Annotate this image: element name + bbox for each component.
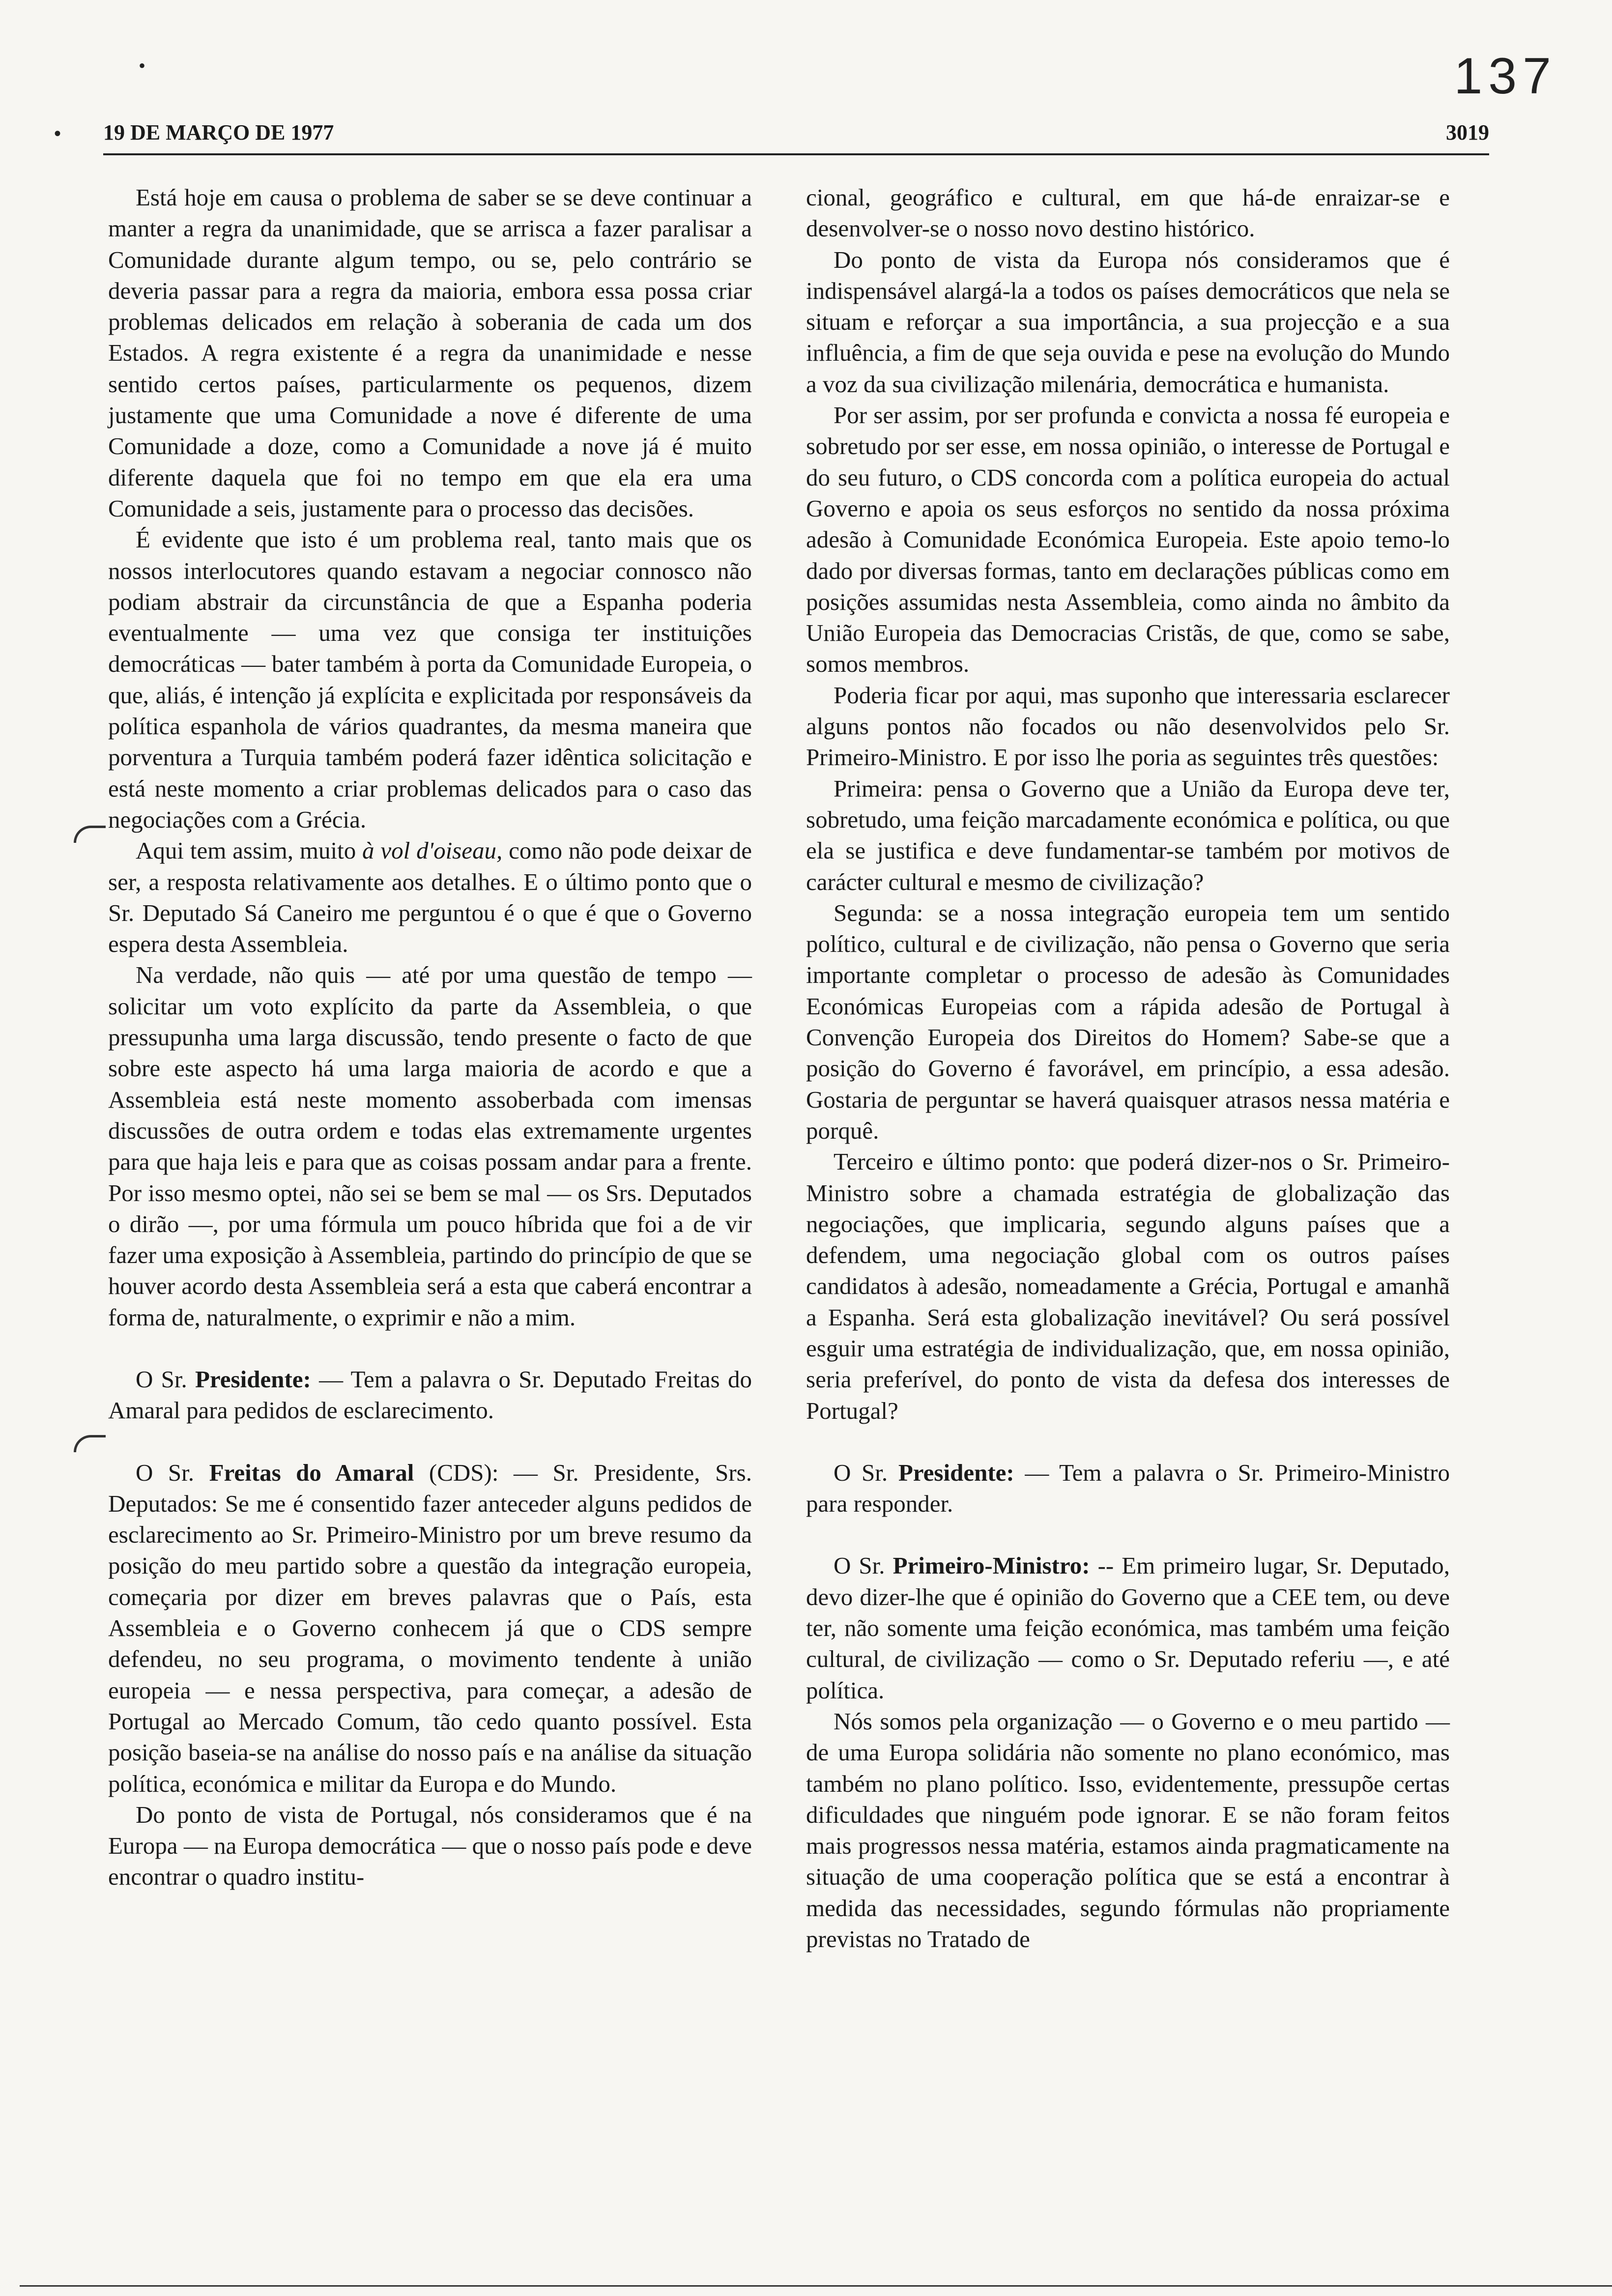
italic-phrase: à vol d'oiseau, bbox=[362, 837, 503, 864]
left-column bbox=[108, 182, 752, 1893]
margin-mark bbox=[74, 1435, 106, 1452]
paragraph: Poderia ficar por aqui, mas suponho que interessaria esclarecer alguns pontos não focados ou não desenvolvidos pelo Sr. Primeiro-Ministro. E por isso lhe poria as seguintes três questões: bbox=[806, 681, 1450, 771]
speech-paragraph: O Sr. Presidente: — Tem a palavra o Sr. Deputado Freitas do Amaral para pedidos de esclarecimento. bbox=[108, 1365, 752, 1424]
speech-paragraph: O Sr. Freitas do Amaral (CDS): — Sr. Presidente, Srs. Deputados: Se me é consentido fazer anteceder alguns pedidos de esclarecimento ao Sr. Primeiro-Ministro por um breve resumo da posição do meu partido sobre a questão da integração europeia, começaria por dizer em breves palavras que o País, esta Assembleia e o Governo conhecem já que o CDS sempre defendeu, no seu programa, o movimento tendente à união europeia — e nessa perspectiva, para começar, a adesão de Portugal ao Mercado Comum, tão cedo quanto possível. Esta posição baseia-se na análise do nosso país e na análise da situação política, económica e militar da Europa e do Mundo. bbox=[108, 1459, 752, 1797]
paragraph: Do ponto de vista da Europa nós consideramos que é indispensável alargá-la a todos os países democráticos que nela se situam e reforçar a sua importância, a sua projecção e a sua influência, a fim de que seja ouvida e pese na evolução do Mundo a voz da sua civilização milenária, democrática e humanista. bbox=[806, 246, 1450, 398]
paragraph: É evidente que isto é um problema real, tanto mais que os nossos interlocutores quando estavam a negociar connosco não podiam abstrair da circunstância de que a Espanha poderia eventualmente — uma vez que consiga ter instituições democráticas — bater também à porta da Comunidade Europeia, o que, aliás, é intenção já explícita e explicitada por responsáveis da política espanhola de vários quadrantes, da mesma maneira que porventura a Turquia também poderá fazer idêntica solicitação e está neste momento a criar problemas delicados para o caso das negociações com a Grécia. bbox=[108, 526, 752, 833]
header-date: 19 DE MARÇO DE 1977 bbox=[103, 120, 334, 144]
page-header bbox=[54, 114, 1489, 155]
speaker-name: Presidente: bbox=[898, 1459, 1014, 1486]
paragraph-continued: cional, geográfico e cultural, em que há-de enraizar-se e desenvolver-se o nosso novo destino histórico. bbox=[806, 184, 1450, 242]
margin-mark bbox=[74, 826, 106, 843]
paragraph: Está hoje em causa o problema de saber se se deve continuar a manter a regra da unanimidade, que se arrisca a fazer paralisar a Comunidade durante algum tempo, ou se, pelo contrário se deveria passar para a regra da maioria, embora essa possa criar problemas delicados em relação à soberania de cada um dos Estados. A regra existente é a regra da unanimidade e nesse sentido certos países, particularmente os pequenos, dizem justamente que uma Comunidade a nove é diferente de uma Comunidade a doze, como a Comunidade a nove já é muito diferente daquela que foi no tempo em que ela era uma Comunidade a seis, justamente para o processo das decisões. bbox=[108, 184, 752, 522]
speaker-name: Primeiro-Ministro: bbox=[892, 1552, 1090, 1579]
paragraph: Na verdade, não quis — até por uma questão de tempo — solicitar um voto explícito da parte da Assembleia, o que pressupunha uma larga discussão, tendo presente o facto de que sobre este aspecto há uma larga maioria de acordo e que a Assembleia está neste momento assoberbada com imensas discussões de outra ordem e todas elas extremamente urgentes para que haja leis e para que as coisas possam andar para a frente. Por isso mesmo optei, não sei se bem se mal — os Srs. Deputados o dirão —, por uma fórmula um pouco híbrida que foi a de vir fazer uma exposição à Assembleia, partindo do princípio de que se houver acordo desta Assembleia será a esta que caberá encontrar a forma de, naturalmente, o exprimir e não a mim. bbox=[108, 961, 752, 1331]
paragraph: Segunda: se a nossa integração europeia tem um sentido político, cultural e de civilização, não pensa o Governo que seria importante completar o processo de adesão às Comunidades Económicas Europeias com a rápida adesão de Portugal à Convenção Europeia dos Direitos do Homem? Sabe-se que a posição do Governo é favorável, em princípio, a essa adesão. Gostaria de perguntar se haverá quaisquer atrasos nessa matéria e porquê. bbox=[806, 899, 1450, 1144]
paragraph: Aqui tem assim, muito à vol d'oiseau, como não pode deixar de ser, a resposta relativamente aos detalhes. E o último ponto que o Sr. Deputado Sá Caneiro me perguntou é o que é que o Governo espera desta Assembleia. bbox=[108, 837, 752, 958]
paragraph: Nós somos pela organização — o Governo e o meu partido — de uma Europa solidária não somente no plano económico, mas também no plano político. Isso, evidentemente, pressupõe certas dificuldades que ninguém pode ignorar. E se não foram feitos mais progressos nessa matéria, estamos ainda pragmaticamente na situação de uma cooperação política que se está a encontrar à medida das necessidades, segundo fórmulas não propriamente previstas no Tratado de bbox=[806, 1707, 1450, 1953]
speaker-name: Freitas do Amaral bbox=[209, 1459, 414, 1486]
paragraph: Terceiro e último ponto: que poderá dizer-nos o Sr. Primeiro-Ministro sobre a chamada estratégia de globalização das negociações, que implicaria, segundo alguns países que a defendem, uma negociação global com os outros países candidatos à adesão, nomeadamente a Grécia, Portugal e amanhã a Espanha. Será esta globalização inevitável? Ou será possível esguir uma estratégia de individualização, que, em nossa opinião, seria preferível, do ponto de vista da defesa dos interesses de Portugal? bbox=[806, 1148, 1450, 1424]
paragraph: Primeira: pensa o Governo que a União da Europa deve ter, sobretudo, uma feição marcadamente económica e política, ou que ela se justifica e deve fundamentar-se também por motivos de carácter cultural e mesmo de civilização? bbox=[806, 775, 1450, 895]
right-column bbox=[806, 182, 1450, 1954]
paragraph: Do ponto de vista de Portugal, nós consideramos que é na Europa — na Europa democrática — que o nosso país pode e deve encontrar o quadro institu- bbox=[108, 1801, 752, 1891]
speaker-name: Presidente: bbox=[195, 1365, 311, 1393]
speech-paragraph: O Sr. Presidente: — Tem a palavra o Sr. Primeiro-Ministro para responder. bbox=[806, 1459, 1450, 1518]
header-bullet: • bbox=[54, 122, 61, 144]
handwritten-page-number: 137 bbox=[1454, 48, 1557, 105]
speech-paragraph: O Sr. Primeiro-Ministro: -- Em primeiro lugar, Sr. Deputado, devo dizer-lhe que é opinião do Governo que a CEE tem, ou deve ter, não somente uma feição económica, mas também uma feição cultural, de civilização — como o Sr. Deputado referiu —, e até política. bbox=[806, 1552, 1450, 1704]
paragraph: Por ser assim, por ser profunda e convicta a nossa fé europeia e sobretudo por ser esse, em nossa opinião, o interesse de Portugal e do seu futuro, o CDS concorda com a política europeia do actual Governo e apoia os seus esforços no sentido da nossa próxima adesão à Comunidade Económica Europeia. Este apoio temo-lo dado por diversas formas, tanto em declarações públicas como em posições assumidas nesta Assembleia, como ainda no âmbito da União Europeia das Democracias Cristãs, de que, como se sabe, somos membros. bbox=[806, 402, 1450, 678]
stray-mark: • bbox=[139, 55, 146, 77]
header-page-number: 3019 bbox=[1446, 120, 1489, 144]
bottom-rule bbox=[20, 2285, 1612, 2287]
